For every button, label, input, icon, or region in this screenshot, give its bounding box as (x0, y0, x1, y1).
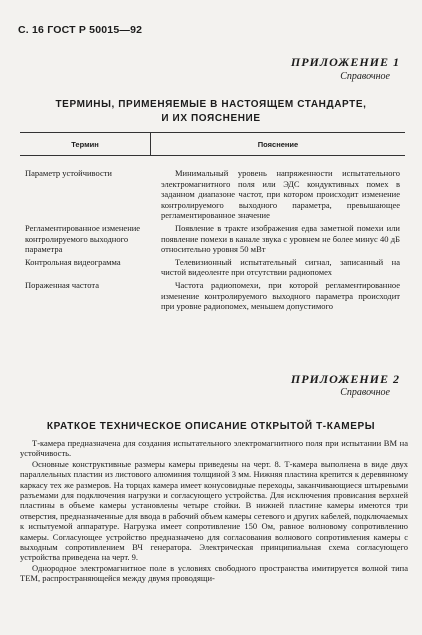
term-cell: Регламентированное изменение контролируемого выходного параметра (25, 222, 141, 255)
appendix-1-title: ПРИЛОЖЕНИЕ 1 (290, 55, 400, 69)
t-camera-description (20, 438, 408, 584)
table-row (20, 257, 405, 278)
explanation-cell: Частота радиопомехи, при которой регламентированное изменение контролируемого выходного параметра происходит при уровне радиопомех, меньшем допустимого (161, 279, 400, 312)
appendix-2-title: ПРИЛОЖЕНИЕ 2 (290, 372, 400, 386)
t-camera-heading: КРАТКОЕ ТЕХНИЧЕСКОЕ ОПИСАНИЕ ОТКРЫТОЙ Т-КАМЕРЫ (46, 421, 376, 432)
explanation-cell: Появление в тракте изображения едва заметной помехи или появление помехи в канале звука с уровнем не более минус 40 дБ относительно уровня 50 мВт (161, 222, 400, 255)
paragraph: Однородное электромагнитное поле в условиях свободного пространства имитируется волной типа ТЕМ, распространяющейся между двумя проводящи- (20, 562, 408, 584)
term-cell: Пораженная частота (25, 279, 100, 290)
appendix-1-subtitle: Справочное (340, 71, 390, 82)
terms-table (20, 132, 405, 312)
explanation-cell: Телевизионный испытательный сигнал, записанный на чистой видеоленте при отсутствии радиопомех (161, 256, 400, 278)
table-row (20, 223, 405, 255)
terms-heading-line2: И ИХ ПОЯСНЕНИЕ (161, 113, 261, 124)
column-header-term: Термин (20, 133, 151, 155)
column-header-explanation: Пояснение (257, 139, 299, 149)
paragraph: Т-камера предназначена для создания испытательного электромагнитного поля при испытании ВМ на устойчивость. (20, 438, 408, 459)
paragraph: Основные конструктивные размеры камеры приведены на черт. 8. Т-камера выполнена в виде двух параллельных пластин из листового алюминия толщиной 3 мм. Нижняя пластина крепится к деревянному каркасу тех же размеров. На торцах камера имеет конусовидные переходы, заканчивающиеся штыревыми разъемами для подключения нагрузки и согласующего устройства. Для исключения провисания верхней пластины в объеме камеры установлены четыре стойки. В нижней пластине камеры имеются три отверстия, предназначенные для ввода в рабочий объем камеры сетевого и других кабелей, подключаемых к испытуемой аппаратуре. Нагрузка имеет сопротивление 150 Ом, равное волновому сопротивлению камеры. Согласующее устройство предназначено для согласования волнового сопротивления камеры с выходным сопротивлением ВЧ генератора. Электрическая принципиальная схема согласующего устройства приведена на черт. 9. (20, 458, 408, 563)
table-row (20, 168, 405, 221)
terms-heading-line1: ТЕРМИНЫ, ПРИМЕНЯЕМЫЕ В НАСТОЯЩЕМ СТАНДАРТЕ, (55, 99, 367, 110)
terms-heading (0, 98, 422, 126)
term-cell: Параметр устойчивости (25, 168, 112, 178)
page-header: С. 16 ГОСТ Р 50015—92 (18, 24, 143, 36)
explanation-cell: Минимальный уровень напряженности испытательного электромагнитного поля или ЭДС кондуктивных помех в заданном диапазоне частот, при котором происходит изменение контролируемого выходного параметра, превышающее регламентированное значение (161, 168, 400, 221)
term-cell: Контрольная видеограмма (25, 256, 121, 267)
appendix-2-subtitle: Справочное (340, 387, 390, 398)
table-row (20, 280, 405, 312)
table-header (20, 132, 405, 156)
